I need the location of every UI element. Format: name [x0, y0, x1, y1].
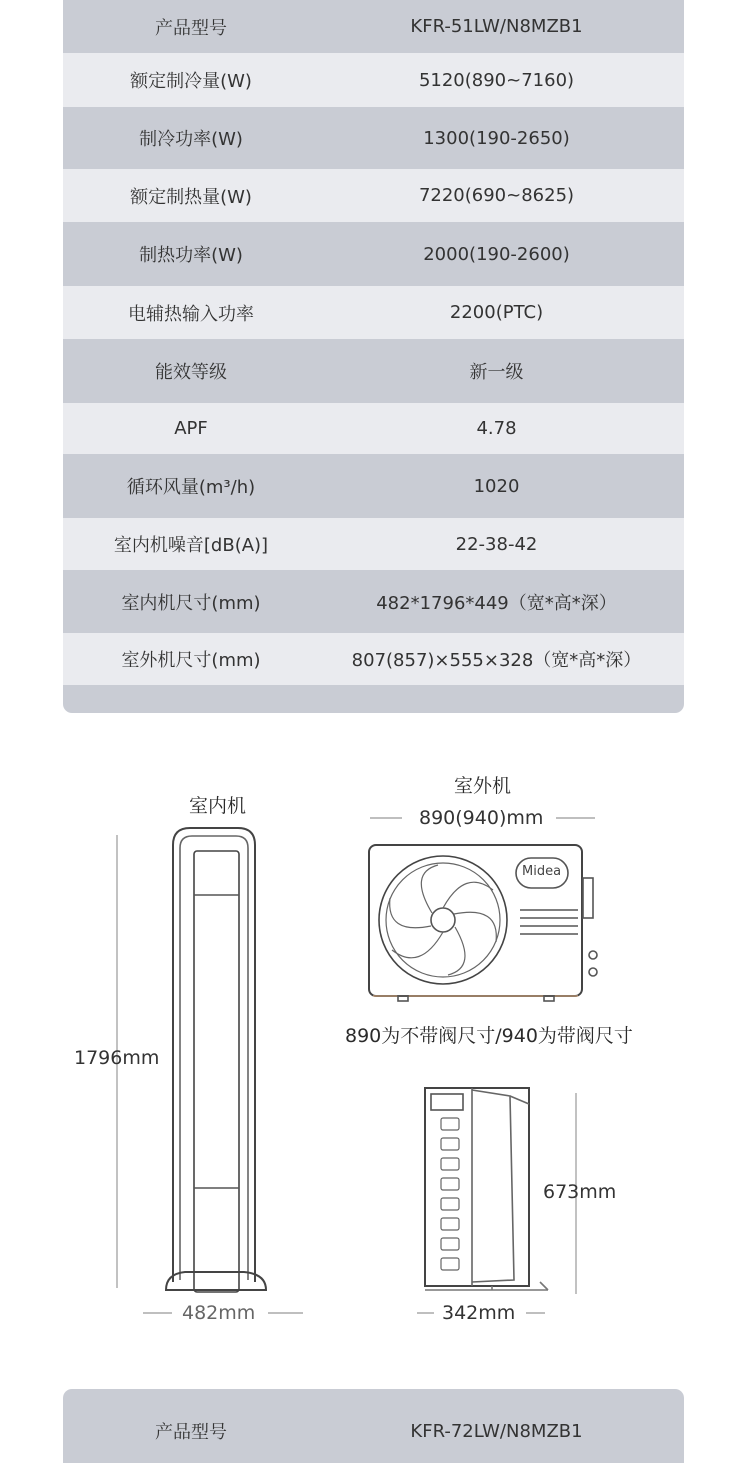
spec-value: 4.78 [476, 418, 517, 439]
spec-row-model [63, 1403, 684, 1459]
outdoor-size-note: 890为不带阀尺寸/940为带阀尺寸 [345, 1025, 633, 1047]
outdoor-height-dimension: 673mm [543, 1181, 617, 1203]
spec-value: 新一级 [469, 362, 524, 383]
spec-value: KFR-51LW/N8MZB1 [410, 16, 583, 37]
spec-label: 室内机噪音[dB(A)] [113, 535, 269, 556]
spec-value: 5120(890~7160) [418, 69, 575, 91]
spec-label: 制冷功率(W) [139, 129, 243, 150]
spec-label: 室内机尺寸(mm) [121, 592, 261, 614]
spec-label: 额定制冷量(W) [130, 71, 252, 92]
spec-label: 室外机尺寸(mm) [121, 650, 261, 671]
spec-label: 制热功率(W) [139, 245, 243, 266]
indoor-unit-drawing [166, 828, 266, 1292]
spec-label: 电辅热输入功率 [128, 303, 254, 325]
outdoor-depth-dimension: 342mm [442, 1302, 516, 1324]
indoor-height-dimension: 1796mm [74, 1047, 160, 1069]
spec-value: 2000(190-2600) [423, 243, 570, 265]
spec-value: 807(857)×555×328（宽*高*深） [351, 650, 642, 671]
spec-value: 2200(PTC) [449, 302, 544, 323]
outdoor-unit-front-drawing [369, 845, 597, 1001]
spec-value: KFR-72LW/N8MZB1 [410, 1420, 583, 1442]
spec-label: 产品型号 [155, 1422, 227, 1443]
spec-label: 产品型号 [155, 17, 227, 39]
outdoor-width-dimension: 890(940)mm [419, 807, 544, 829]
outdoor-unit-side-drawing [425, 1088, 548, 1290]
spec-label: 额定制热量(W) [130, 186, 252, 208]
spec-value: 1300(190-2650) [423, 127, 570, 149]
spec-value: 7220(690~8625) [418, 185, 575, 206]
spec-label: 循环风量(m³/h) [126, 477, 256, 498]
next-spec-table [63, 1389, 684, 1463]
midea-logo: Midea [522, 864, 562, 879]
spec-value: 482*1796*449（宽*高*深） [376, 592, 617, 614]
indoor-width-dimension: 482mm [182, 1302, 256, 1324]
spec-value: 22-38-42 [455, 533, 538, 555]
spec-label: 能效等级 [155, 362, 227, 383]
spec-value: 1020 [473, 475, 520, 497]
outdoor-unit-title: 室外机 [454, 775, 512, 797]
indoor-unit-title: 室内机 [189, 795, 247, 817]
spec-label: APF [174, 418, 208, 439]
